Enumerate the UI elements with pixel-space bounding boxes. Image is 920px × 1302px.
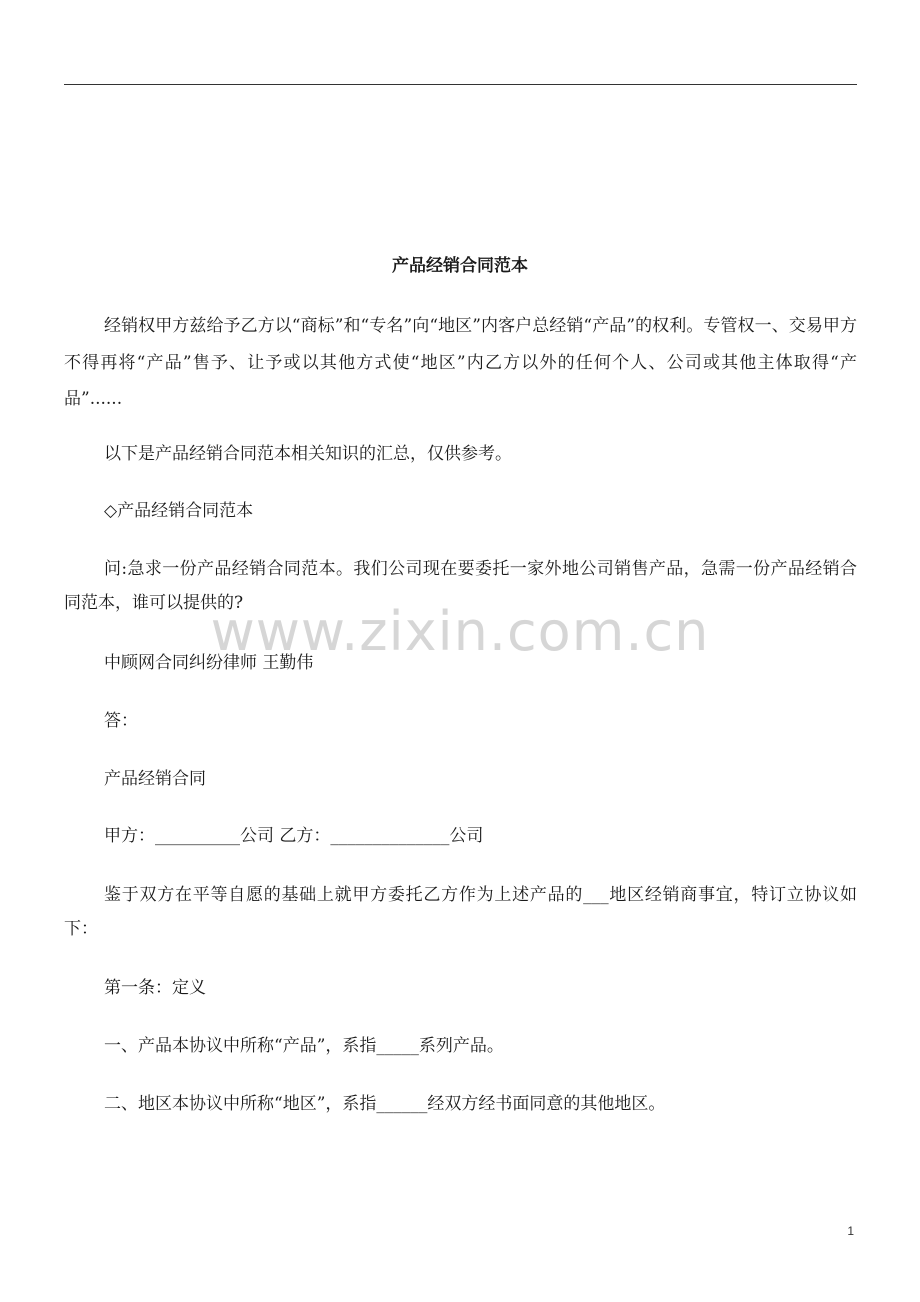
page-number: 1 [847, 1224, 854, 1238]
paragraph-intro: 经销权甲方兹给予乙方以“商标”和“专名”向“地区”内客户总经销“产品”的权利。专管权一、交易甲方不得再将“产品”售予、让予或以其他方式使“地区”内乙方以外的任何个人、公司或其他主体取得“产品”...... [64, 316, 857, 409]
paragraph-summary: 以下是产品经销合同范本相关知识的汇总，仅供参考。 [104, 444, 512, 464]
paragraph-section-heading: ◇产品经销合同范本 [104, 501, 254, 521]
watermark: www.zixin.com.cn [210, 600, 710, 663]
document-title: 产品经销合同范本 [392, 256, 528, 276]
paragraph-article-1: 第一条：定义 [104, 978, 206, 998]
paragraph-clause-1: 一、产品本协议中所称“产品”，系指_____系列产品。 [104, 1036, 504, 1056]
paragraph-answer-label: 答： [104, 711, 138, 731]
header-rule [64, 84, 857, 85]
paragraph-question: 问:急求一份产品经销合同范本。我们公司现在要委托一家外地公司销售产品，急需一份产品经销合同范本，谁可以提供的? [64, 559, 857, 613]
paragraph-lawyer: 中顾网合同纠纷律师 王勤伟 [104, 653, 314, 673]
paragraph-preamble: 鉴于双方在平等自愿的基础上就甲方委托乙方作为上述产品的___地区经销商事宜，特订立协议如下： [64, 885, 857, 939]
paragraph-clause-2: 二、地区本协议中所称“地区”，系指______经双方经书面同意的其他地区。 [104, 1094, 666, 1114]
paragraph-parties: 甲方：__________公司 乙方：______________公司 [104, 826, 484, 846]
paragraph-contract-heading: 产品经销合同 [104, 769, 206, 789]
